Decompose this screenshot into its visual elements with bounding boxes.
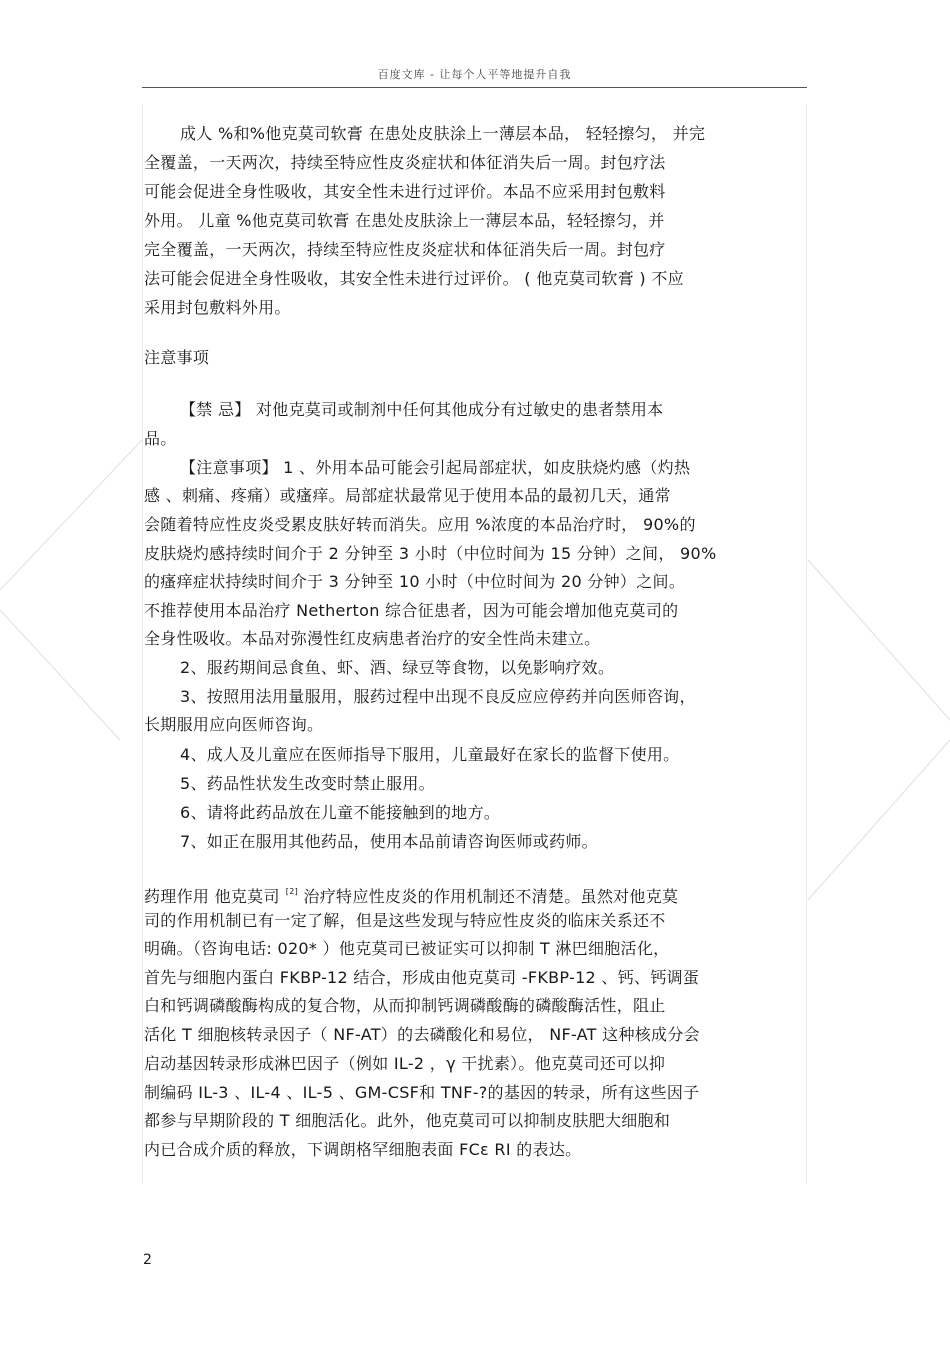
pharmacology-line-8: 制编码 IL-3 、IL-4 、IL-5 、GM-CSF和 TNF-?的基因的转录，所有这些因子 bbox=[144, 1083, 700, 1102]
dosage-line-3: 可能会促进全身性吸收，其安全性未进行过评价。本品不应采用封包敷料 bbox=[144, 182, 666, 201]
dosage-line-6: 法可能会促进全身性吸收，其安全性未进行过评价。 ( 他克莫司软膏 ) 不应 bbox=[144, 269, 684, 288]
pharmacology-text: 治疗特应性皮炎的作用机制还不清楚。虽然对他克莫 bbox=[303, 887, 679, 906]
pharmacology-line-10: 内已合成介质的释放，下调朗格罕细胞表面 FCε RI 的表达。 bbox=[144, 1140, 582, 1159]
pharmacology-line-7: 启动基因转录形成淋巴因子（例如 IL-2 ，γ 干扰素）。他克莫司还可以抑 bbox=[144, 1054, 666, 1073]
caution-line-3: 会随着特应性皮炎受累皮肤好转而消失。应用 %浓度的本品治疗时， 90%的 bbox=[144, 515, 696, 534]
caution-line-4: 皮肤烧灼感持续时间介于 2 分钟至 3 小时（中位时间为 15 分钟）之间， 90% bbox=[144, 544, 717, 563]
pharmacology-heading: 药理作用 他克莫司 bbox=[144, 887, 280, 906]
dosage-line-2: 全覆盖，一天两次，持续至特应性皮炎症状和体征消失后一周。封包疗法 bbox=[144, 153, 666, 172]
contraindication-line-2: 品。 bbox=[144, 429, 177, 448]
caution-item-2: 2、服药期间忌食鱼、虾、酒、绿豆等食物，以免影响疗效。 bbox=[180, 658, 615, 677]
pharmacology-line-9: 都参与早期阶段的 T 细胞活化。此外，他克莫司可以抑制皮肤肥大细胞和 bbox=[144, 1111, 671, 1130]
caution-line-7: 全身性吸收。本品对弥漫性红皮病患者治疗的安全性尚未建立。 bbox=[144, 629, 601, 648]
header-divider bbox=[142, 87, 807, 88]
caution-item-4: 4、成人及儿童应在医师指导下服用，儿童最好在家长的监督下使用。 bbox=[180, 745, 680, 764]
citation-marker: [2] bbox=[285, 887, 299, 896]
caution-item-3: 3、按照用法用量服用，服药过程中出现不良反应应停药并向医师咨询， bbox=[180, 687, 696, 706]
caution-line-1: 【注意事项】 1 、外用本品可能会引起局部症状，如皮肤烧灼感（灼热 bbox=[180, 458, 691, 477]
content-border-right bbox=[806, 104, 807, 1184]
pharmacology-line-1 bbox=[144, 882, 678, 907]
pharmacology-line-2: 司的作用机制已有一定了解，但是这些发现与特应性皮炎的临床关系还不 bbox=[144, 911, 666, 930]
dosage-line-1: 成人 %和%他克莫司软膏 在患处皮肤涂上一薄层本品， 轻轻擦匀， 并完 bbox=[180, 124, 706, 143]
caution-item-6: 6、请将此药品放在儿童不能接触到的地方。 bbox=[180, 803, 501, 822]
pharmacology-line-3: 明确。（咨询电话: 020* ）他克莫司已被证实可以抑制 T 淋巴细胞活化， bbox=[144, 939, 670, 958]
caution-line-5: 的瘙痒症状持续时间介于 3 分钟至 10 小时（中位时间为 20 分钟）之间。 bbox=[144, 572, 686, 591]
dosage-line-4: 外用。 儿童 %他克莫司软膏 在患处皮肤涂上一薄层本品，轻轻擦匀，并 bbox=[144, 211, 665, 230]
section-title: 注意事项 bbox=[144, 348, 210, 367]
pharmacology-line-4: 首先与细胞内蛋白 FKBP-12 结合，形成由他克莫司 -FKBP-12 、钙、钙调蛋 bbox=[144, 968, 700, 987]
page-header: 百度文库 - 让每个人平等地提升自我 bbox=[377, 68, 572, 81]
dosage-line-7: 采用封包敷料外用。 bbox=[144, 298, 291, 317]
pharmacology-line-6: 活化 T 细胞核转录因子（ NF-AT）的去磷酸化和易位， NF-AT 这种核成分会 bbox=[144, 1025, 700, 1044]
contraindication-line-1: 【禁 忌】 对他克莫司或制剂中任何其他成分有过敏史的患者禁用本 bbox=[180, 400, 664, 419]
caution-item-7: 7、如正在服用其他药品，使用本品前请咨询医师或药师。 bbox=[180, 832, 598, 851]
caution-line-6: 不推荐使用本品治疗 Netherton 综合征患者，因为可能会增加他克莫司的 bbox=[144, 601, 679, 620]
content-border-left bbox=[142, 104, 143, 1184]
pharmacology-line-5: 白和钙调磷酸酶构成的复合物，从而抑制钙调磷酸酶的磷酸酶活性，阻止 bbox=[144, 996, 666, 1015]
dosage-line-5: 完全覆盖，一天两次，持续至特应性皮炎症状和体征消失后一周。封包疗 bbox=[144, 240, 666, 259]
caution-line-2: 感 、刺痛、疼痛）或瘙痒。局部症状最常见于使用本品的最初几天，通常 bbox=[144, 486, 671, 505]
page-number: 2 bbox=[143, 1252, 152, 1268]
caution-item-3-cont: 长期服用应向医师咨询。 bbox=[144, 715, 324, 734]
caution-item-5: 5、药品性状发生改变时禁止服用。 bbox=[180, 774, 435, 793]
